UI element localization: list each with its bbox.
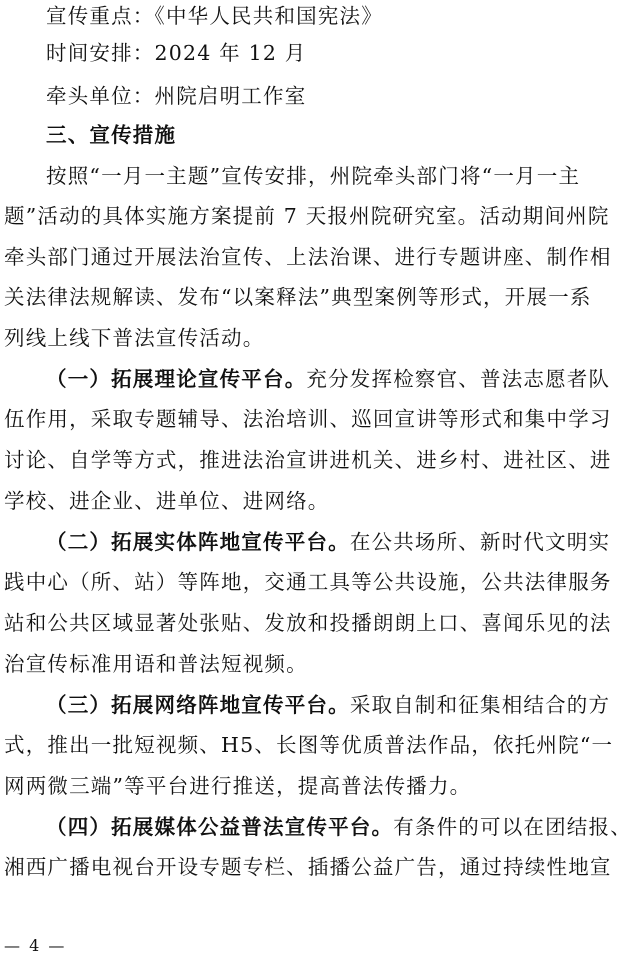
measure-2-line: 治宣传标准用语和普法短视频。: [4, 652, 308, 676]
page-number: — 4 —: [4, 936, 67, 955]
intro-line: 牵头部门通过开展法治宣传、上法治课、进行专题讲座、制作相: [4, 245, 612, 269]
intro-line: 按照“一月一主题”宣传安排，州院牵头部门将“一月一主: [46, 164, 581, 188]
measure-3-line: 网两微三端”等平台进行推送，提高普法传播力。: [4, 774, 472, 798]
intro-line: 关法律法规解读、发布“以案释法”典型案例等形式，开展一系: [4, 285, 592, 309]
measure-2-line: 践中心（所、站）等阵地，交通工具等公共设施，公共法律服务: [4, 570, 612, 594]
measure-1-line: 学校、进企业、进单位、进网络。: [4, 489, 330, 513]
measure-1-first-line: [0, 365, 640, 393]
measure-4-first-line: [0, 813, 640, 841]
meta-lead-unit: 牵头单位：州院启明工作室: [46, 84, 307, 108]
measure-2-title: （二）拓展实体阵地宣传平台。: [46, 530, 350, 554]
measure-1-title: （一）拓展理论宣传平台。: [46, 367, 307, 391]
intro-line: 题”活动的具体实施方案提前 7 天报州院研究室。活动期间州院: [4, 204, 610, 228]
measure-4-text: 有条件的可以在团结报、: [393, 815, 632, 839]
meta-schedule: 时间安排：2024 年 12 月: [46, 41, 307, 65]
measure-3-line: 式，推出一批短视频、H5、长图等优质普法作品，依托州院“一: [4, 733, 614, 757]
measure-1-text: 充分发挥检察官、普法志愿者队: [306, 367, 611, 391]
intro-line: 列线上线下普法宣传活动。: [4, 326, 265, 350]
measure-2-text: 在公共场所、新时代文明实: [349, 530, 611, 554]
meta-focus: 宣传重点：《中华人民共和国宪法》: [46, 4, 383, 28]
measure-1-line: 伍作用，采取专题辅导、法治培训、巡回宣讲等形式和集中学习: [4, 407, 612, 431]
measure-3-title: （三）拓展网络阵地宣传平台。: [46, 693, 350, 717]
measure-4-title: （四）拓展媒体公益普法宣传平台。: [46, 815, 394, 839]
section-heading: 三、宣传措施: [46, 123, 177, 147]
measure-3-text: 采取自制和征集相结合的方: [349, 693, 611, 717]
measure-2-line: 站和公共区域显著处张贴、发放和投播朗朗上口、喜闻乐见的法: [4, 611, 612, 635]
measure-3-first-line: [0, 691, 640, 719]
measure-1-line: 讨论、自学等方式，推进法治宣讲进机关、进乡村、进社区、进: [4, 448, 612, 472]
measure-4-line: 湘西广播电视台开设专题专栏、插播公益广告，通过持续性地宣: [4, 855, 612, 879]
measure-2-first-line: [0, 528, 640, 556]
